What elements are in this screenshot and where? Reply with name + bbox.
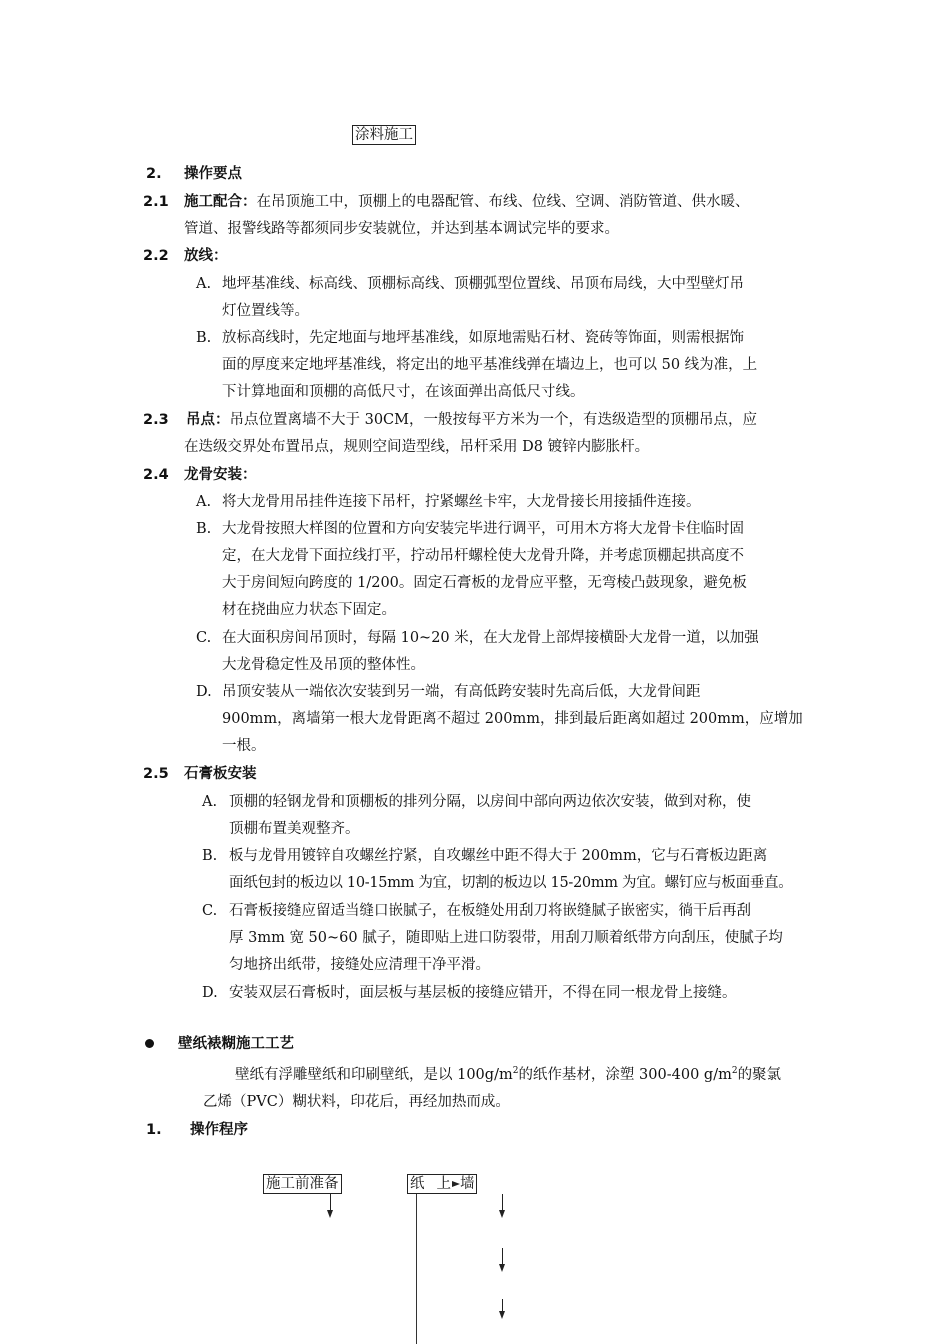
paragraph-line: 在迭级交界处布置吊点，规则空间造型线，吊杆采用 D8 镀锌内膨胀杆。	[184, 439, 650, 455]
list-item-line: 厚 3mm 宽 50~60 腻子，随即贴上进口防裂带，用刮刀顺着纸带方向刮压，使腻子均	[229, 930, 783, 946]
section-number: 2.2	[143, 248, 169, 264]
section-heading: 操作程序	[190, 1122, 248, 1138]
text: 在吊顶施工中，顶棚上的电器配管、布线、位线、空调、消防管道、供水暖、	[256, 194, 750, 210]
section-heading: 龙骨安装：	[184, 467, 257, 483]
section-title: 涂料施工	[352, 125, 416, 145]
section-number: 2.3	[143, 412, 169, 428]
flow-arrow-stem	[502, 1248, 503, 1264]
paragraph-line: 乙烯（PVC）糊状料，印花后，再经加热而成。	[203, 1094, 510, 1110]
list-marker: C.	[202, 903, 218, 919]
list-item-line: 顶棚布置美观整齐。	[229, 821, 360, 837]
paragraph-line	[184, 192, 750, 212]
list-item-line: 吊顶安装从一端依次安装到另一端，有高低跨安装时先高后低，大龙骨间距	[222, 684, 701, 700]
list-item-line: 定，在大龙骨下面拉线打平，拧动吊杆螺栓使大龙骨升降，并考虑顶棚起拱高度不	[222, 548, 744, 564]
superscript: 2	[731, 1066, 738, 1077]
list-marker: D.	[196, 684, 212, 700]
flow-line	[416, 1194, 417, 1344]
list-marker: A.	[196, 276, 212, 292]
list-marker: B.	[202, 848, 218, 864]
flow-box-preparation: 施工前准备	[263, 1174, 342, 1194]
list-marker: A.	[196, 494, 212, 510]
section-heading: 石膏板安装	[184, 766, 257, 782]
paragraph-line: 管道、报警线路等都须同步安装就位，并达到基本调试完毕的要求。	[184, 221, 619, 237]
list-item-line: 板与龙骨用镀锌自攻螺丝拧紧，自攻螺丝中距不得大于 200mm，它与石膏板边距离	[229, 848, 768, 864]
arrow-down-icon	[499, 1311, 505, 1319]
flow-arrow-stem	[330, 1194, 331, 1210]
list-item-line: 顶棚的轻钢龙骨和顶棚板的排列分隔，以房间中部向两边依次安装，做到对称，使	[229, 794, 751, 810]
arrow-down-icon	[327, 1210, 333, 1218]
list-item-line: 放标高线时，先定地面与地坪基准线，如原地需贴石材、瓷砖等饰面，则需根据饰	[222, 330, 744, 346]
list-item-line: 面纸包封的板边以 10-15mm 为宜，切割的板边以 15-20mm 为宜。螺钉应与板面垂直。	[229, 875, 793, 891]
arrow-down-icon	[499, 1210, 505, 1218]
list-marker: B.	[196, 330, 212, 346]
arrow-down-icon	[499, 1264, 505, 1272]
section-number: 1.	[146, 1122, 162, 1138]
paragraph-line	[235, 1065, 781, 1085]
paragraph-line	[186, 410, 757, 430]
bullet-icon	[145, 1039, 154, 1048]
inline-label: 吊点：	[186, 412, 230, 428]
list-item-line: 一根。	[222, 738, 266, 754]
text: 的聚氯	[737, 1067, 782, 1083]
text: 壁纸有浮雕壁纸和印刷壁纸，是以 100g/m	[235, 1067, 513, 1083]
list-item-line: 大龙骨按照大样图的位置和方向安装完毕进行调平，可用木方将大龙骨卡住临时固	[222, 521, 744, 537]
section-heading: 操作要点	[184, 166, 242, 182]
section-number: 2.	[146, 166, 162, 182]
list-item-line: 900mm，离墙第一根大龙骨距离不超过 200mm，排到最后距离如超过 200mm，应增加	[222, 711, 803, 727]
list-item-line: 下计算地面和顶棚的高低尺寸，在该面弹出高低尺寸线。	[222, 384, 585, 400]
list-item-line: 大于房间短向跨度的 1/200。固定石膏板的龙骨应平整，无弯棱凸鼓现象，避免板	[222, 575, 747, 591]
list-item-line: 灯位置线等。	[222, 303, 309, 319]
flow-arrow-stem	[502, 1194, 503, 1210]
section-heading: 壁纸裱糊施工工艺	[178, 1036, 294, 1052]
list-item-line: 地坪基准线、标高线、顶棚标高线、顶棚弧型位置线、吊顶布局线，大中型壁灯吊	[222, 276, 744, 292]
list-marker: B.	[196, 521, 212, 537]
section-number: 2.4	[143, 467, 169, 483]
list-item-line: 大龙骨稳定性及吊顶的整体性。	[222, 657, 425, 673]
list-item-line: 将大龙骨用吊挂件连接下吊杆，拧紧螺丝卡牢，大龙骨接长用接插件连接。	[222, 494, 701, 510]
text: 纸	[410, 1176, 425, 1192]
list-marker: D.	[202, 985, 218, 1001]
text: 吊点位置离墙不大于 30CM，一般按每平方米为一个，有迭级造型的顶棚吊点，应	[229, 412, 757, 428]
arrow-right-icon	[452, 1181, 460, 1187]
list-item-line: 面的厚度来定地坪基准线，将定出的地平基准线弹在墙边上，也可以 50 线为准，上	[222, 357, 758, 373]
section-number: 2.1	[143, 194, 169, 210]
list-item-line: 石膏板接缝应留适当缝口嵌腻子，在板缝处用刮刀将嵌缝腻子嵌密实，徜干后再刮	[229, 903, 751, 919]
list-marker: A.	[202, 794, 218, 810]
section-number: 2.5	[143, 766, 169, 782]
flow-box-paper-on-wall	[407, 1174, 477, 1194]
list-item-line: 材在挠曲应力状态下固定。	[222, 602, 396, 618]
inline-label: 施工配合：	[184, 194, 257, 210]
list-item-line: 匀地挤出纸带，接缝处应清理干净平滑。	[229, 957, 490, 973]
text: 墙	[460, 1176, 475, 1192]
list-item-line: 在大面积房间吊顶时，每隔 10~20 米，在大龙骨上部焊接横卧大龙骨一道，以加强	[222, 630, 759, 646]
text: 的纸作基材，涂塑 300-400 g/m	[518, 1067, 732, 1083]
superscript: 2	[512, 1066, 519, 1077]
text: 上	[436, 1176, 451, 1192]
list-marker: C.	[196, 630, 212, 646]
list-item-line: 安装双层石膏板时，面层板与基层板的接缝应错开，不得在同一根龙骨上接缝。	[229, 985, 737, 1001]
section-heading: 放线：	[184, 248, 228, 264]
